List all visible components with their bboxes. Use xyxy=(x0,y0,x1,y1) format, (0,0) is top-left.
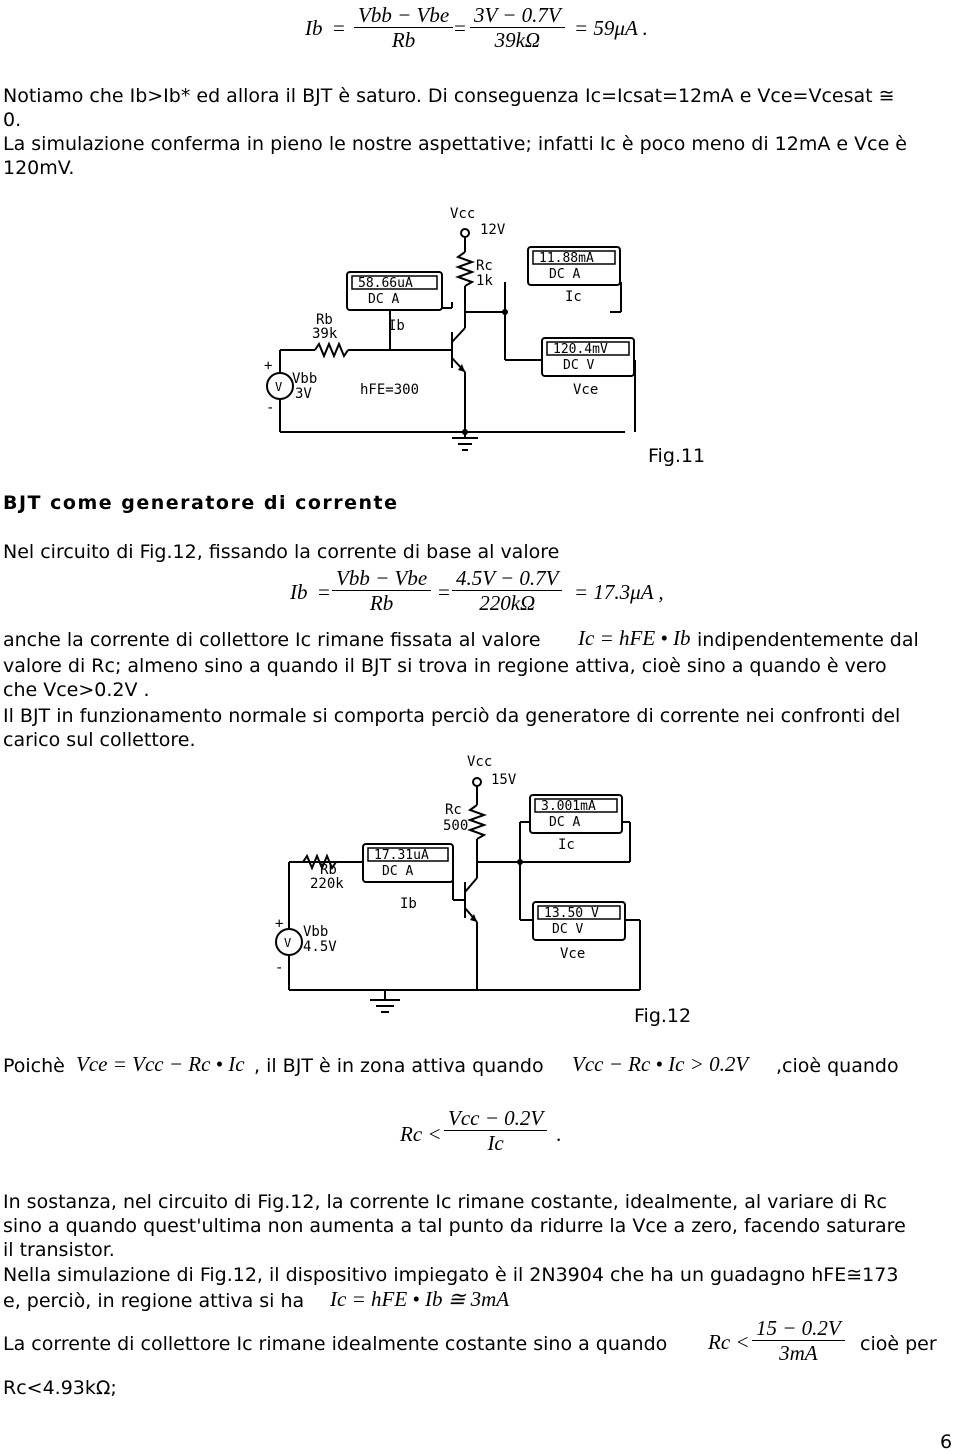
eq1-fraction-2-numerator: 3V − 0.7V xyxy=(474,3,561,27)
fig11-meter-ic-label: Ic xyxy=(565,289,582,305)
eq2-equals: = xyxy=(318,580,330,604)
eq3-fraction xyxy=(444,1106,547,1155)
eq2-fraction-2-denominator: 220kΩ xyxy=(479,591,536,615)
para5-line2: sino a quando quest'ultima non aumenta a tal punto da ridurre la Vce a zero, facendo saturare xyxy=(3,1215,906,1237)
fig11-source-symbol: V xyxy=(275,380,283,394)
para5-line3: il transistor. xyxy=(3,1239,115,1261)
para1-line2: 0. xyxy=(3,109,22,131)
fig12-vbb-name: Vbb xyxy=(303,924,329,940)
para1-line4: 120mV. xyxy=(3,157,75,179)
fig12-rc-value: 500 xyxy=(443,818,469,834)
para6-a: La corrente di collettore Ic rimane idealmente costante sino a quando xyxy=(3,1333,668,1355)
para6-denominator: 3mA xyxy=(779,1341,818,1365)
fig12-rb-name: Rb xyxy=(320,862,337,878)
fig12-meter-ib-mode: DC A xyxy=(382,864,414,879)
eq3-tail: . xyxy=(556,1122,562,1146)
para4-c: ,cioè quando xyxy=(776,1055,899,1077)
fig11-rb-name: Rb xyxy=(316,312,333,328)
fig11-meter-vce-label: Vce xyxy=(573,382,599,398)
fig11-meter-ic-value: 11.88mA xyxy=(539,251,594,266)
eq2-fraction-1-denominator: Rb xyxy=(369,591,394,615)
eq2-fraction-1-numerator: Vbb − Vbe xyxy=(336,566,428,590)
fig11-minus: - xyxy=(266,400,275,416)
fig11-circuit xyxy=(240,200,660,470)
fig11-meter-vce-value: 120.4mV xyxy=(553,342,608,357)
para5-line5-a: e, perciò, in regione attiva si ha xyxy=(3,1290,305,1312)
eq1-fraction-1-denominator: Rb xyxy=(391,28,416,52)
para3-line1-a: anche la corrente di collettore Ic rimane fissata al valore xyxy=(3,629,541,651)
fig11-meter-ib-label: Ib xyxy=(388,318,405,334)
fig12-minus: - xyxy=(275,960,284,976)
para3-line5: carico sul collettore. xyxy=(3,729,196,751)
eq1-fraction-1-numerator: Vbb − Vbe xyxy=(358,3,450,27)
fig12-plus: + xyxy=(275,916,284,932)
fig12-meter-vce-value: 13.50 V xyxy=(544,906,599,921)
para6-line2: Rc<4.93kΩ; xyxy=(3,1377,117,1399)
fig12-source-symbol: V xyxy=(284,936,292,950)
eq3-denominator: Ic xyxy=(487,1131,504,1155)
eq3-lhs: Rc < xyxy=(400,1122,442,1146)
para6-fraction xyxy=(752,1316,845,1365)
para1-line1: Notiamo che Ib>Ib* ed allora il BJT è saturo. Di conseguenza Ic=Icsat=12mA e Vce=Vcesat ≅ xyxy=(3,85,895,107)
fig11-rc-value: 1k xyxy=(476,273,493,289)
para1-line3: La simulazione conferma in pieno le nostre aspettative; infatti Ic è poco meno di 12mA e Vce è xyxy=(3,133,907,155)
eq2-fraction-2 xyxy=(452,566,562,615)
section-title: BJT come generatore di corrente xyxy=(3,492,399,514)
eq1-result: = 59μA . xyxy=(574,16,648,40)
fig11-vcc-label: Vcc xyxy=(450,206,476,222)
fig12-meter-ic-label: Ic xyxy=(558,837,575,853)
page-number: 6 xyxy=(940,1431,953,1453)
eq1-fraction-2-denominator: 39kΩ xyxy=(494,28,541,52)
eq1-equals: = xyxy=(333,16,345,40)
fig12-meter-ib-label: Ib xyxy=(400,896,417,912)
fig11-meter-ic-mode: DC A xyxy=(549,267,581,282)
eq3-numerator: Vcc − 0.2V xyxy=(448,1106,544,1130)
eq2-equals-2: = xyxy=(438,580,450,604)
eq1-lhs: Ib xyxy=(305,16,323,40)
fig11-vbb-value: 3V xyxy=(295,386,312,402)
fig12-rb-value: 220k xyxy=(310,876,344,892)
para3-line2: valore di Rc; almeno sino a quando il BJT si trova in regione attiva, cioè sino a quando è vero xyxy=(3,655,887,677)
eq2-fraction-2-numerator: 4.5V − 0.7V xyxy=(456,566,559,590)
para5-line5-formula: Ic = hFE • Ib ≅ 3mA xyxy=(330,1287,510,1311)
fig12-vbb-value: 4.5V xyxy=(303,939,337,955)
fig11-hfe: hFE=300 xyxy=(360,382,420,398)
fig11-rc-name: Rc xyxy=(476,258,493,274)
para4-b: , il BJT è in zona attiva quando xyxy=(254,1055,544,1077)
para3-line1-b: indipendentemente dal xyxy=(697,629,919,651)
eq2-fraction-1 xyxy=(332,566,431,615)
eq1-equals-2: = xyxy=(454,16,466,40)
para6-numerator: 15 − 0.2V xyxy=(756,1316,841,1340)
fig11-vcc-value: 12V xyxy=(480,222,506,238)
fig11-meter-vce-mode: DC V xyxy=(563,358,595,373)
para5-line4: Nella simulazione di Fig.12, il dispositivo impiegato è il 2N3904 che ha un guadagno hFE≅173 xyxy=(3,1264,899,1286)
eq2-result: = 17.3μA , xyxy=(574,580,664,604)
para4-formula-1: Vce = Vcc − Rc • Ic xyxy=(76,1052,245,1076)
para5-line1: In sostanza, nel circuito di Fig.12, la corrente Ic rimane costante, idealmente, al variare di Rc xyxy=(3,1191,887,1213)
para4-formula-2: Vcc − Rc • Ic > 0.2V xyxy=(572,1052,749,1076)
fig12-meter-vce-mode: DC V xyxy=(552,922,584,937)
fig11-vbb-name: Vbb xyxy=(292,371,318,387)
fig12-vcc-value: 15V xyxy=(491,772,517,788)
fig12-circuit xyxy=(255,750,655,1030)
fig12-caption: Fig.12 xyxy=(634,1005,692,1027)
fig12-meter-ib-value: 17.31uA xyxy=(374,848,429,863)
fig12-meter-vce-label: Vce xyxy=(560,946,586,962)
fig11-plus: + xyxy=(264,358,273,374)
para3-line4: Il BJT in funzionamento normale si comporta perciò da generatore di corrente nei confronti del xyxy=(3,705,901,727)
para3-line1-formula: Ic = hFE • Ib xyxy=(578,626,691,650)
fig12-meter-ic-mode: DC A xyxy=(549,815,581,830)
fig11-meter-ib-mode: DC A xyxy=(368,292,400,307)
fig12-meter-ic-value: 3.001mA xyxy=(541,799,596,814)
fig12-rc-name: Rc xyxy=(445,802,462,818)
fig11-rb-value: 39k xyxy=(312,326,338,342)
para4-a: Poichè xyxy=(3,1055,65,1077)
para6-lhs: Rc < xyxy=(708,1330,750,1354)
fig12-vcc-label: Vcc xyxy=(467,754,493,770)
eq2-lhs: Ib xyxy=(290,580,308,604)
eq1-fraction-2 xyxy=(470,3,565,52)
fig11-meter-ib-value: 58.66uA xyxy=(358,276,413,291)
para2-line1: Nel circuito di Fig.12, fissando la corrente di base al valore xyxy=(3,541,560,563)
para3-line3: che Vce>0.2V . xyxy=(3,679,150,701)
fig11-caption: Fig.11 xyxy=(648,445,706,467)
para6-b: cioè per xyxy=(860,1333,937,1355)
eq1-fraction-1 xyxy=(354,3,453,52)
